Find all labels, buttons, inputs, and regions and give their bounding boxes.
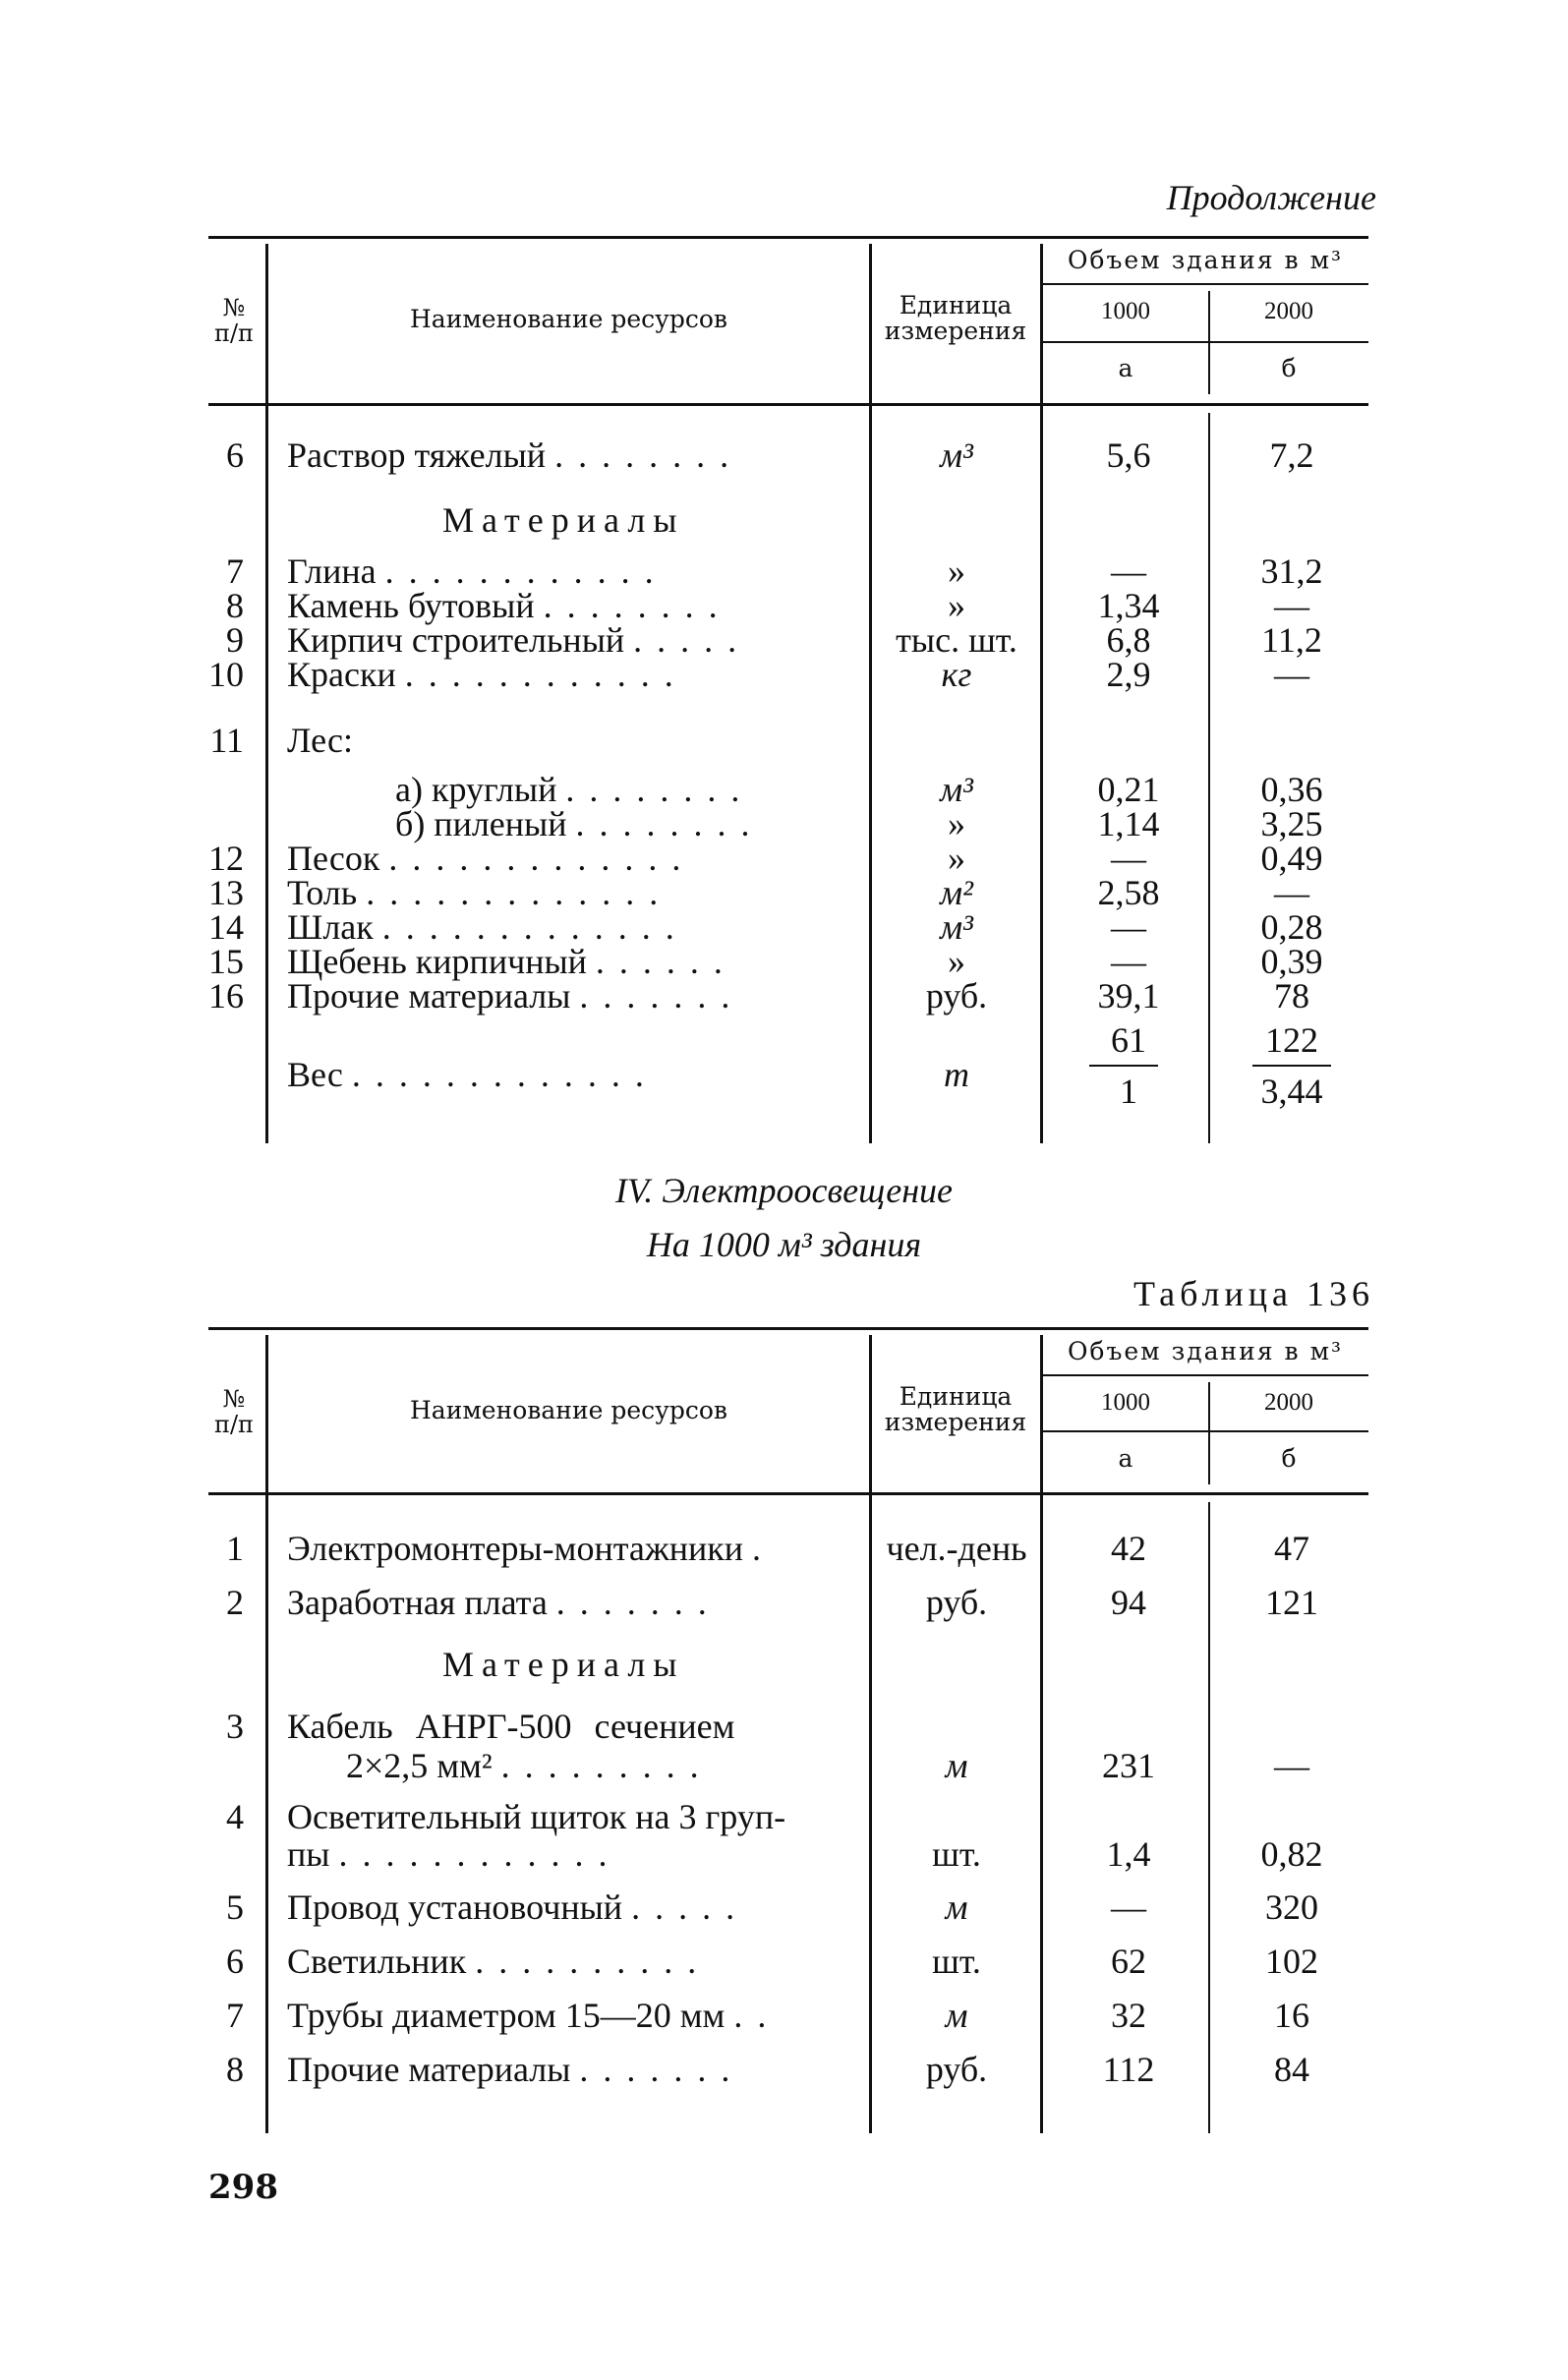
row-no: 16	[208, 976, 244, 1016]
row-value-a: 1,14	[1097, 804, 1160, 843]
section-title: IV. Электроосвещение	[614, 1171, 954, 1210]
table-2-header-bottom-rule	[208, 1492, 1368, 1495]
page-number: 298	[208, 2168, 278, 2207]
table-1-top-rule	[208, 236, 1368, 239]
row-no: 7	[226, 1996, 244, 2035]
row-no: 2	[226, 1583, 244, 1622]
row-unit: руб.	[925, 976, 988, 1016]
row-unit: »	[948, 586, 965, 625]
header-name: Наименование ресурсов	[409, 305, 727, 333]
row-value-b: 16	[1274, 1996, 1309, 2035]
section-heading-materials: Материалы	[442, 1645, 685, 1684]
row-unit: »	[948, 942, 965, 981]
row-no: 9	[226, 620, 244, 660]
row-name: Раствор тяжелый . . . . . . . .	[287, 435, 732, 475]
row-name: Прочие материалы . . . . . . .	[287, 2050, 733, 2089]
header-col-a: а	[1118, 354, 1133, 382]
row-value-a-denominator: 1	[1120, 1072, 1137, 1111]
row-unit: м	[945, 1746, 968, 1785]
row-name: Вес . . . . . . . . . . . . .	[287, 1055, 647, 1094]
row-value-a: 2,9	[1106, 655, 1151, 694]
header-v1000: 1000	[1101, 298, 1150, 324]
header-unit: Единица измерения	[884, 291, 1027, 345]
row-value-b: —	[1274, 1746, 1309, 1785]
row-value-a: 5,6	[1106, 435, 1151, 475]
table-2-top-rule	[208, 1327, 1368, 1330]
row-name: Электромонтеры-монтажники .	[287, 1529, 765, 1568]
section-heading-materials: Материалы	[442, 500, 685, 540]
row-value-b: 3,25	[1260, 804, 1323, 843]
row-name: а) круглый . . . . . . . .	[395, 770, 743, 809]
row-value-b: —	[1274, 873, 1309, 912]
row-no: 8	[226, 586, 244, 625]
row-name: Камень бутовый . . . . . . . .	[287, 586, 721, 625]
row-value-a: 231	[1102, 1746, 1155, 1785]
row-value-a: —	[1111, 942, 1146, 981]
row-name: Кабель АНРГ-500 сечением	[287, 1707, 735, 1746]
table-number: Таблица 136	[1133, 1274, 1374, 1313]
row-unit: м³	[940, 907, 973, 947]
row-name: Заработная плата . . . . . . .	[287, 1583, 710, 1622]
row-name: Щебень кирпичный . . . . . .	[287, 942, 726, 981]
row-value-a: —	[1111, 907, 1146, 947]
row-value-a: 6,8	[1106, 620, 1151, 660]
row-value-a: 0,21	[1097, 770, 1160, 809]
row-value-b: 78	[1274, 976, 1309, 1016]
row-value-b: 47	[1274, 1529, 1309, 1568]
row-value-b: 0,39	[1260, 942, 1323, 981]
row-no: 11	[209, 721, 244, 760]
table-2-col-rule-2	[869, 1335, 872, 2133]
row-unit: »	[948, 804, 965, 843]
fraction-bar-a	[1089, 1065, 1158, 1067]
row-value-b-denominator: 3,44	[1260, 1072, 1323, 1111]
table-2-volume-rule	[1042, 1374, 1368, 1376]
row-unit: шт.	[932, 1834, 981, 1874]
table-1-col-rule-4b	[1208, 413, 1210, 1143]
row-value-b: 7,2	[1269, 435, 1314, 475]
row-name: Прочие материалы . . . . . . .	[287, 976, 733, 1016]
row-value-a: 94	[1111, 1583, 1146, 1622]
header-v2000: 2000	[1264, 298, 1313, 324]
row-no: 5	[226, 1887, 244, 1927]
row-value-a: 62	[1111, 1942, 1146, 1981]
row-unit: »	[948, 551, 965, 591]
row-unit: м	[945, 1887, 968, 1927]
table-1-col-rule-1	[265, 244, 268, 1143]
table-1-volume-rule	[1042, 283, 1368, 285]
row-unit: кг	[941, 655, 972, 694]
continuation-label: Продолжение	[1166, 178, 1376, 217]
row-name: Осветительный щиток на 3 груп-	[287, 1797, 786, 1836]
row-no: 6	[226, 1942, 244, 1981]
row-value-b: 11,2	[1261, 620, 1322, 660]
row-unit: м	[945, 1996, 968, 2035]
header-col-b: б	[1281, 1444, 1297, 1473]
row-name: Провод установочный . . . . .	[287, 1887, 738, 1927]
row-name: б) пиленый . . . . . . . .	[395, 804, 753, 843]
row-no: 7	[226, 551, 244, 591]
row-no: 8	[226, 2050, 244, 2089]
row-name: Глина . . . . . . . . . . . .	[287, 551, 657, 591]
row-no: 1	[226, 1529, 244, 1568]
row-value-b: 84	[1274, 2050, 1309, 2089]
row-name: Песок . . . . . . . . . . . . .	[287, 839, 684, 878]
row-value-a: —	[1111, 839, 1146, 878]
table-2-size-rule	[1042, 1430, 1368, 1432]
fraction-bar-b	[1252, 1065, 1331, 1067]
row-name: Светильник . . . . . . . . . .	[287, 1942, 700, 1981]
row-name: Кирпич строительный . . . . .	[287, 620, 740, 660]
table-2-col-rule-1	[265, 1335, 268, 2133]
table-1-header-bottom-rule	[208, 403, 1368, 406]
row-name: Шлак . . . . . . . . . . . . .	[287, 907, 677, 947]
table-1-col-rule-2	[869, 244, 872, 1143]
row-value-a: —	[1111, 1887, 1146, 1927]
row-no: 15	[208, 942, 244, 981]
header-name: Наименование ресурсов	[409, 1396, 727, 1424]
row-value-b: 31,2	[1260, 551, 1323, 591]
row-name-continued: 2×2,5 мм² . . . . . . . . .	[346, 1746, 702, 1785]
row-no: 10	[208, 655, 244, 694]
row-value-a: 1,4	[1106, 1834, 1151, 1874]
table-1-size-rule	[1042, 341, 1368, 343]
row-value-a: 42	[1111, 1529, 1146, 1568]
row-unit: руб.	[925, 1583, 988, 1622]
row-no: 12	[208, 839, 244, 878]
row-value-b: 102	[1265, 1942, 1318, 1981]
row-value-a: 112	[1102, 2050, 1155, 2089]
header-col-b: б	[1281, 354, 1297, 382]
row-value-a: 32	[1111, 1996, 1146, 2035]
row-value-b: —	[1274, 586, 1309, 625]
row-unit: »	[948, 839, 965, 878]
row-value-b: 0,36	[1260, 770, 1323, 809]
row-value-a: 39,1	[1097, 976, 1160, 1016]
header-no: № п/п	[213, 294, 255, 347]
row-value-b: 121	[1265, 1583, 1318, 1622]
row-value-a-numerator: 61	[1111, 1020, 1146, 1060]
row-no: 4	[226, 1797, 244, 1836]
row-unit: тыс. шт.	[896, 620, 1017, 660]
header-volume: Объем здания в м³	[1067, 246, 1344, 274]
row-value-b-numerator: 122	[1265, 1020, 1318, 1060]
row-value-b: 0,82	[1260, 1834, 1323, 1874]
row-unit: шт.	[932, 1942, 981, 1981]
row-value-a: 1,34	[1097, 586, 1160, 625]
row-value-b: 0,28	[1260, 907, 1323, 947]
row-no: 6	[226, 435, 244, 475]
row-name: Трубы диаметром 15—20 мм . .	[287, 1996, 770, 2035]
row-unit: м³	[940, 435, 973, 475]
table-2-col-rule-4b	[1208, 1502, 1210, 2133]
section-subtitle: На 1000 м³ здания	[646, 1225, 922, 1264]
row-name: Толь . . . . . . . . . . . . .	[287, 873, 662, 912]
row-name: Лес:	[287, 721, 354, 760]
row-value-b: 0,49	[1260, 839, 1323, 878]
row-unit: т	[944, 1055, 969, 1094]
row-no: 3	[226, 1707, 244, 1746]
header-col-a: а	[1118, 1444, 1133, 1473]
row-no: 14	[208, 907, 244, 947]
row-unit: чел.-день	[886, 1529, 1027, 1568]
row-value-b: 320	[1265, 1887, 1318, 1927]
header-volume: Объем здания в м³	[1067, 1337, 1344, 1365]
row-unit: м³	[940, 770, 973, 809]
row-name-continued: пы . . . . . . . . . . . .	[287, 1834, 610, 1874]
header-v2000: 2000	[1264, 1389, 1313, 1416]
row-value-a: 2,58	[1097, 873, 1160, 912]
header-v1000: 1000	[1101, 1389, 1150, 1416]
row-value-a: —	[1111, 551, 1146, 591]
header-unit: Единица измерения	[884, 1382, 1027, 1436]
row-name: Краски . . . . . . . . . . . .	[287, 655, 676, 694]
row-value-b: —	[1274, 655, 1309, 694]
row-no: 13	[208, 873, 244, 912]
header-no: № п/п	[213, 1385, 255, 1438]
row-unit: м²	[940, 873, 973, 912]
row-unit: руб.	[925, 2050, 988, 2089]
